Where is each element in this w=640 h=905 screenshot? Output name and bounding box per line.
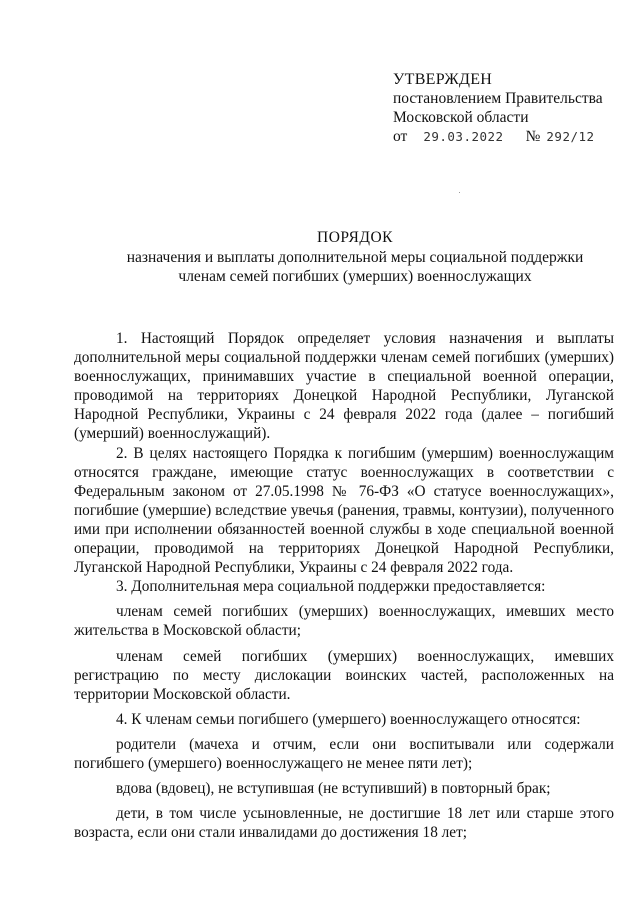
paragraph-3-item-1: членам семей погибших (умерших) военнослужащих, имевших место жительства в Московской области; (74, 603, 614, 640)
approval-line-2: Московской области (393, 109, 529, 126)
document-title-block (70, 228, 640, 286)
document-subtitle-line-1: назначения и выплаты дополнительной меры социальной поддержки (126, 249, 584, 266)
document-subtitle-line-2: членам семей погибших (умерших) военнослужащих (178, 268, 532, 285)
paragraph-2: 2. В целях настоящего Порядка к погибшим (умершим) военнослужащим относятся граждане, имеющие статус военнослужащих в соответствии с Федеральным законом от 27.05.1998 № 76-ФЗ «О статусе военнослужащих», погибшие (умершие) вследствие увечья (ранения, травмы, контузии), полученного ими при исполнении обязанностей военной службы в ходе специальной военной операции, проводимой на территориях Донецкой Народной Республики, Луганской Народной Республики, Украины с 24 февраля 2022 года. (74, 444, 614, 577)
paragraph-4-item-2: вдова (вдовец), не вступившая (не вступивший) в повторный брак; (116, 780, 551, 798)
number-sign: № (525, 128, 541, 145)
approval-heading: УТВЕРЖДЕН (393, 71, 493, 88)
paragraph-1: 1. Настоящий Порядок определяет условия назначения и выплаты дополнительной меры социальной поддержки членам семей погибших (умерших) военнослужащих, принимавших участие в специальной военной операции, проводимой на территориях Донецкой Народной Республики, Луганской Народной Республики, Украины с 24 февраля 2022 года (далее – погибший (умерший) военнослужащий). (74, 330, 614, 443)
handwritten-date: 29.03.2022 (423, 129, 504, 144)
date-prefix: от (393, 128, 408, 145)
paragraph-4-item-3: дети, в том числе усыновленные, не достигшие 18 лет или старше этого возраста, если они стали инвалидами до достижения 18 лет; (74, 805, 614, 842)
scan-speck (459, 192, 460, 193)
handwritten-number: 292/12 (546, 129, 595, 144)
paragraph-3: 3. Дополнительная мера социальной поддержки предоставляется: (116, 578, 546, 596)
approval-date-row (393, 127, 603, 146)
approval-line-1: постановлением Правительства (393, 90, 603, 107)
document-body (74, 329, 614, 842)
paragraph-4-item-1: родители (мачеха и отчим, если они воспитывали или содержали погибшего (умершего) военнослужащего не менее пяти лет); (74, 735, 614, 772)
paragraph-3-item-2: членам семей погибших (умерших) военнослужащих, имевших регистрацию по месту дислокации воинских частей, расположенных на территории Московской области. (74, 647, 614, 703)
approval-stamp (393, 70, 603, 146)
document-title: ПОРЯДОК (317, 229, 393, 246)
paragraph-4: 4. К членам семьи погибшего (умершего) военнослужащего относятся: (116, 710, 581, 728)
